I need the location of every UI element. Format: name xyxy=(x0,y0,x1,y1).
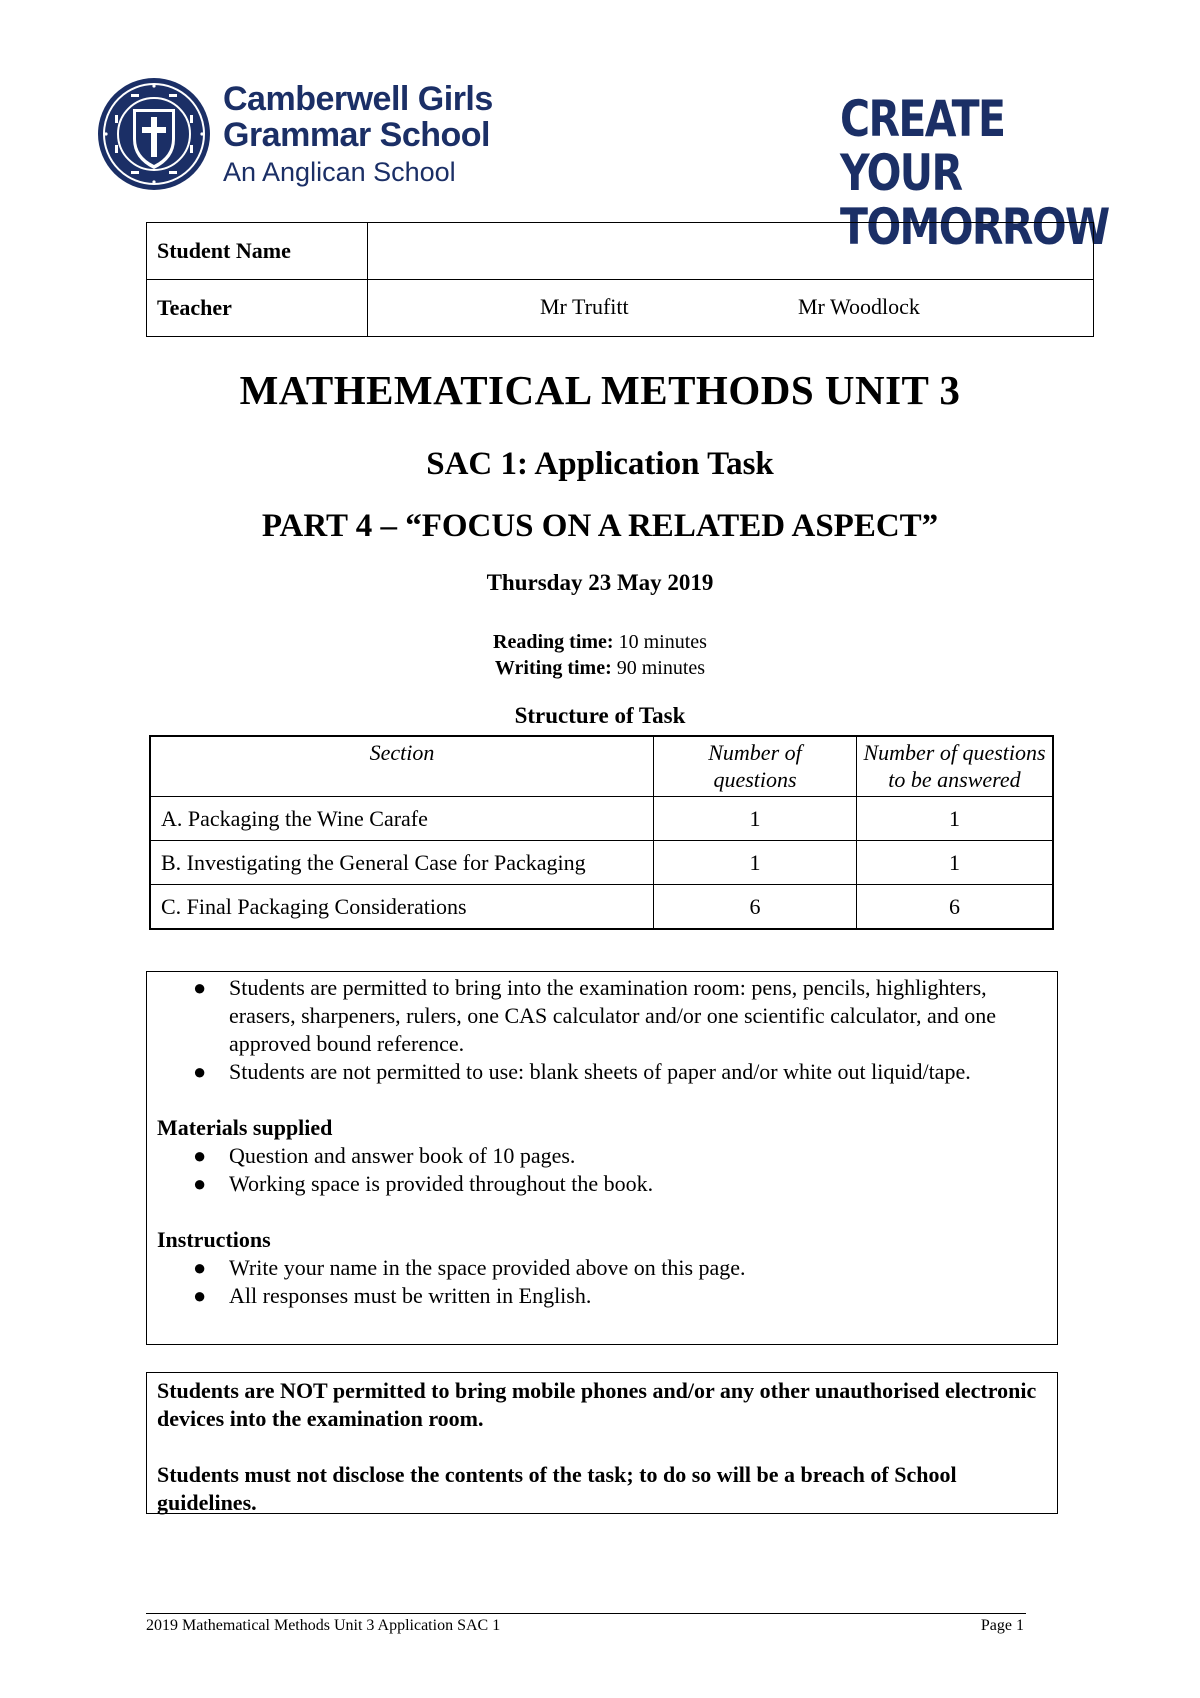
answered-cell: 1 xyxy=(857,797,1054,841)
number-cell: 6 xyxy=(654,885,857,930)
list-item xyxy=(147,1282,1057,1310)
tagline-line1: CREATE YOUR xyxy=(840,90,1005,202)
table-row xyxy=(150,841,1053,885)
list-item xyxy=(147,1058,1057,1086)
list-item xyxy=(147,1170,1057,1198)
reading-time xyxy=(0,631,1200,654)
list-item-text: Question and answer book of 10 pages. xyxy=(229,1143,576,1168)
instructions-box xyxy=(146,971,1058,1345)
bullet-icon: ● xyxy=(193,1283,207,1308)
student-details-table xyxy=(146,222,1094,337)
school-crest-icon xyxy=(95,75,213,193)
student-name-row xyxy=(147,223,1094,280)
answered-cell: 1 xyxy=(857,841,1054,885)
warning-box xyxy=(146,1372,1058,1514)
part-title: PART 4 – “FOCUS ON A RELATED ASPECT” xyxy=(261,508,939,544)
subject-title: MATHEMATICAL METHODS UNIT 3 xyxy=(239,367,961,413)
structure-title: Structure of Task xyxy=(514,703,686,728)
col-answered-line2: to be answered xyxy=(888,767,1021,792)
school-logo xyxy=(95,75,515,195)
materials-list xyxy=(147,1142,1057,1198)
list-item xyxy=(147,1142,1057,1170)
table-row xyxy=(150,885,1053,930)
teacher-option-1[interactable]: Mr Trufitt xyxy=(540,294,629,319)
number-cell: 1 xyxy=(654,797,857,841)
footer-page-number: Page 1 xyxy=(980,1617,1024,1634)
col-answered-header xyxy=(857,736,1054,797)
section-cell: A. Packaging the Wine Carafe xyxy=(150,797,654,841)
warning-devices: Students are NOT permitted to bring mobile phones and/or any other unauthorised electronic devices into the examination room. xyxy=(157,1378,1037,1431)
school-name xyxy=(223,81,493,189)
task-title: SAC 1: Application Task xyxy=(426,446,774,482)
instructions-list xyxy=(147,1254,1057,1310)
list-item-text: Working space is provided throughout the book. xyxy=(229,1171,654,1196)
col-answered-line1: Number of questions xyxy=(863,740,1046,765)
footer-document-title: 2019 Mathematical Methods Unit 3 Application SAC 1 xyxy=(146,1617,501,1634)
warning-disclosure: Students must not disclose the contents of the task; to do so will be a breach of School guidelines. xyxy=(157,1462,957,1515)
list-item-text: Students are not permitted to use: blank sheets of paper and/or white out liquid/tape. xyxy=(229,1059,971,1084)
school-name-line2: Grammar School xyxy=(223,116,490,154)
footer-divider xyxy=(146,1613,1026,1614)
teacher-options xyxy=(368,280,1094,337)
tagline-line2: TOMORROW xyxy=(840,198,1109,256)
teacher-option-2[interactable]: Mr Woodlock xyxy=(798,294,920,319)
reading-time-value: 10 minutes xyxy=(613,631,707,653)
instructions-heading: Instructions xyxy=(157,1227,271,1252)
structure-table xyxy=(149,735,1054,930)
writing-time-value: 90 minutes xyxy=(611,657,706,679)
teacher-label: Teacher xyxy=(147,280,368,337)
table-row xyxy=(150,797,1053,841)
col-number-line2: questions xyxy=(713,767,797,792)
bullet-icon: ● xyxy=(193,1171,207,1196)
bullet-icon: ● xyxy=(193,1143,207,1168)
section-cell: B. Investigating the General Case for Packaging xyxy=(150,841,654,885)
section-cell: C. Final Packaging Considerations xyxy=(150,885,654,930)
list-item-text: Students are permitted to bring into the examination room: pens, pencils, highlighters, erasers, sharpeners, rulers, one CAS calculator and/or one scientific calculator, and one approved bound reference. xyxy=(229,975,996,1056)
school-subtitle: An Anglican School xyxy=(223,157,456,187)
permitted-list xyxy=(147,974,1057,1086)
student-name-field[interactable] xyxy=(368,223,1094,280)
reading-time-label: Reading time: xyxy=(493,631,614,653)
school-name-line1: Camberwell Girls xyxy=(223,80,493,118)
answered-cell: 6 xyxy=(857,885,1054,930)
list-item-text: Write your name in the space provided above on this page. xyxy=(229,1255,746,1280)
col-section-header: Section xyxy=(150,736,654,797)
list-item xyxy=(147,1254,1057,1282)
bullet-icon: ● xyxy=(193,975,207,1000)
structure-header-row xyxy=(150,736,1053,797)
bullet-icon: ● xyxy=(193,1059,207,1084)
number-cell: 1 xyxy=(654,841,857,885)
bullet-icon: ● xyxy=(193,1255,207,1280)
writing-time-label: Writing time: xyxy=(494,657,612,679)
list-item xyxy=(147,974,1057,1058)
col-number-header xyxy=(654,736,857,797)
materials-heading: Materials supplied xyxy=(157,1115,333,1140)
col-number-line1: Number of xyxy=(708,740,802,765)
student-name-label: Student Name xyxy=(147,223,368,280)
list-item-text: All responses must be written in English. xyxy=(229,1283,592,1308)
task-date: Thursday 23 May 2019 xyxy=(486,570,714,595)
teacher-row xyxy=(147,280,1094,337)
writing-time xyxy=(0,657,1200,680)
